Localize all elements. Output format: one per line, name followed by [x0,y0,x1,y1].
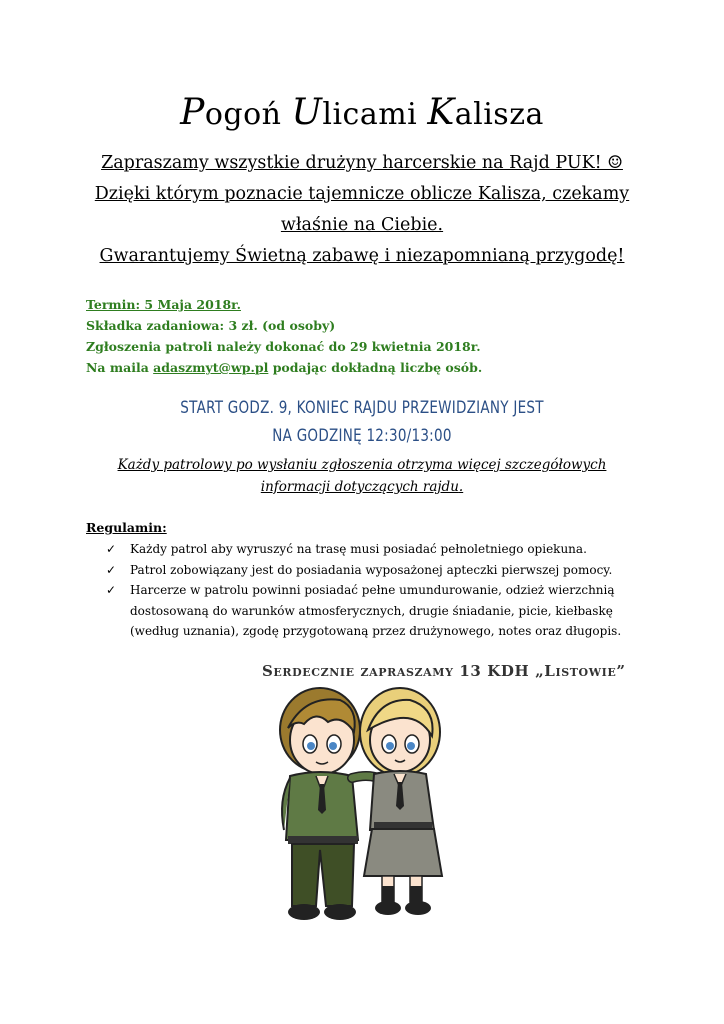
start-line-2: NA GODZINĘ 12:30/13:00 [272,426,452,445]
intro-line-3: właśnie na Ciebie. [280,215,444,235]
intro-text [40,148,684,272]
title-word-3: alisza [454,97,544,132]
info-maila [86,357,646,378]
info-maila-prefix: Na maila [86,360,154,375]
list-item [104,539,664,560]
start-time [65,394,659,450]
title-initial-u: U [291,92,323,133]
scouts-illustration [250,680,470,930]
poster-title [0,92,724,133]
regulamin-list [104,539,664,642]
start-line-1: START GODZ. 9, KONIEC RAJDU PRZEWIDZIANY JEST [180,398,544,417]
details-line-2: informacji dotyczących rajdu [260,479,459,495]
regulamin-heading: Regulamin: [86,520,167,535]
email-link[interactable]: adaszmyt@wp.pl [153,360,269,375]
checkmark-icon: ✓ [106,583,117,597]
title-initial-k: K [427,92,455,133]
rule-text: Harcerze w patrolu powinni posiadać pełne umundurowanie, odzież wierzchnią dostosowaną do warunków atmosferycznych, drugie śniadanie, picie, kiełbaskę (według uznania), zgodę przygotowaną przez drużynowego, notes oraz długopis. [130,583,622,638]
title-initial-p: P [180,92,205,133]
intro-line-4: Gwarantujemy Świetną zabawę i niezapomnianą przygodę! [99,246,625,266]
details-note: Każdy patrolowy po wysłaniu zgłoszenia otrzyma więcej szczegółowych informacji dotyczących rajdu. [60,454,664,498]
info-zgloszenia: Zgłoszenia patroli należy dokonać do 29 kwietnia 2018r. [86,339,481,354]
list-item [104,580,664,642]
rule-text: Każdy patrol aby wyruszyć na trasę musi posiadać pełnoletniego opiekuna. [130,542,587,556]
info-skladka: Składka zadaniowa: 3 zł. (od osoby) [86,318,336,333]
checkmark-icon: ✓ [106,542,117,556]
list-item [104,560,664,581]
details-line-1: Każdy patrolowy po wysłaniu zgłoszenia otrzyma więcej szczegółowych [117,457,607,473]
title-word-2: licami [322,97,418,132]
intro-line-2: Dzięki którym poznacie tajemnicze oblicze Kalisza, czekamy [94,184,630,204]
info-maila-suffix: podając dokładną liczbę osób. [268,360,483,375]
girl-scout-figure [360,688,442,915]
rule-text: Patrol zobowiązany jest do posiadania wyposażonej apteczki pierwszej pomocy. [130,562,613,577]
invitation-signature: Serdecznie zapraszamy 13 KDH „Listowie” [262,662,626,680]
info-termin: Termin: 5 Maja 2018r. [86,297,241,312]
title-word-1: ogoń [204,97,282,132]
event-info [86,294,646,378]
intro-line-1: Zapraszamy wszystkie drużyny harcerskie na Rajd PUK! ☺ [101,153,623,173]
checkmark-icon: ✓ [106,562,117,577]
